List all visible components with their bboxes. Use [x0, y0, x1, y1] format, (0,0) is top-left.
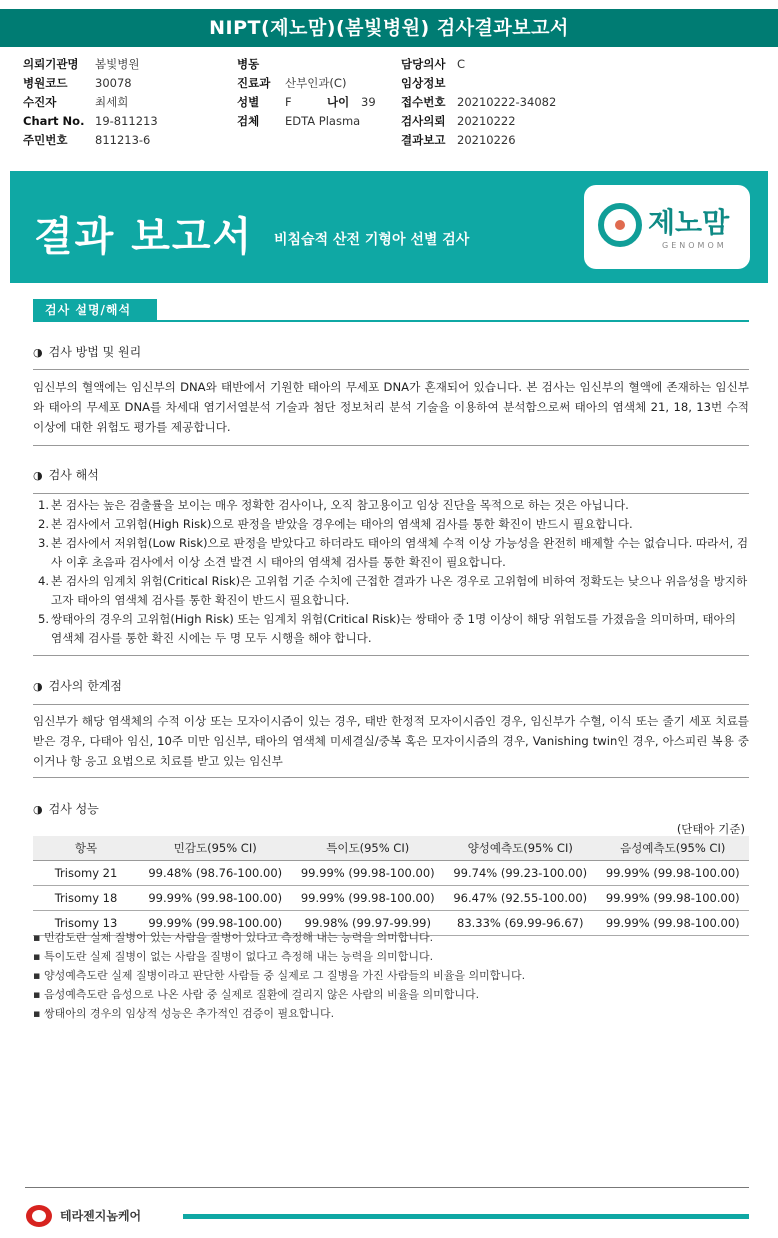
divider	[33, 445, 749, 446]
table-row	[33, 861, 749, 886]
info-label: 병동	[237, 57, 260, 71]
item-text: 본 검사에서 저위험(Low Risk)으로 판정을 받았다고 하더라도 태아의 염색체 수적 이상 가능성을 완전히 배제할 수는 없습니다. 따라서, 검사 이후 초음파 검사에서 이상 소견 발견 시 태아의 염색체 검사를 통한 확진이 필요합니다.	[51, 536, 749, 569]
info-label: 담당의사	[401, 57, 446, 71]
info-label: 검체	[237, 114, 260, 128]
info-label: 주민번호	[23, 133, 68, 147]
perf-heading	[33, 800, 99, 817]
info-row	[237, 112, 376, 131]
info-value: C	[457, 57, 466, 71]
info-label: 수진자	[23, 95, 57, 109]
note-text: 양성예측도란 실제 질병이라고 판단한 사람들 중 실제로 그 질병을 가진 사람들의 비율을 의미합니다.	[43, 969, 526, 982]
info-value: EDTA Plasma	[285, 114, 361, 128]
info-value: 산부인과(C)	[285, 76, 347, 90]
item-number: 4.	[38, 574, 50, 588]
note-text: 쌍태아의 경우의 임상적 성능은 추가적인 검증이 필요합니다.	[43, 1007, 335, 1020]
company-mark-icon	[26, 1205, 52, 1227]
method-heading	[33, 343, 141, 360]
logo-subtext: GENOMOM	[662, 241, 727, 250]
item-text: 쌍태아의 경우의 고위험(High Risk) 또는 임계치 위험(Critical Risk)는 쌍태아 중 1명 이상이 해당 위험도를 가졌음을 의미하며, 태아의 염색체 검사를 통한 확진 시에는 두 명 모두 시행을 해야 합니다.	[51, 612, 736, 645]
list-item	[33, 515, 749, 534]
divider	[33, 493, 749, 494]
info-label: 접수번호	[401, 95, 446, 109]
limit-heading-text: 검사의 한계점	[48, 679, 122, 693]
info-row	[401, 93, 556, 112]
interp-list	[33, 496, 749, 648]
info-row	[23, 93, 158, 112]
section-tab: 검사 설명/해석	[33, 299, 157, 321]
item-text: 본 검사의 임계치 위험(Critical Risk)은 고위험 기준 수치에 근접한 결과가 나온 경우로 고위험에 비하여 정확도는 낮으나 위음성을 방지하고자 태아의 염색체 검사를 통한 확진이 반드시 필요합니다.	[51, 574, 748, 607]
method-text: 임신부의 혈액에는 임신부의 DNA와 태반에서 기원한 태아의 무세포 DNA가 혼재되어 있습니다. 본 검사는 임신부의 혈액에 존재하는 임신부와 태아의 무세포 DNA를 차세대 염기서열분석 기술과 첨단 정보처리 분석 기술을 이용하여 분석함으로써 태아의 염색체 21, 18, 13번 수적 이상에 대한 위험도 평가를 제공합니다.	[33, 380, 749, 434]
info-label: 결과보고	[401, 133, 446, 147]
note-text: 특이도란 실제 질병이 없는 사람을 질병이 없다고 측정해 내는 능력을 의미합니다.	[43, 950, 434, 963]
table-header: 음성예측도(95% CI)	[597, 836, 750, 861]
half-circle-icon: ◑	[33, 680, 43, 693]
note-item: ▪ 양성예측도란 실제 질병이라고 판단한 사람들 중 실제로 그 질병을 가진 사람들의 비율을 의미합니다.	[33, 969, 526, 982]
info-label: 성별	[237, 95, 260, 109]
table-cell: 99.98% (99.97-99.99)	[292, 911, 445, 936]
info-value: 최세희	[95, 95, 129, 109]
performance-table	[33, 836, 749, 936]
logo-dot-icon	[615, 220, 625, 230]
table-header: 양성예측도(95% CI)	[444, 836, 597, 861]
result-banner	[10, 171, 768, 283]
note-text: 음성예측도란 음성으로 나온 사람 중 실제로 질환에 걸리지 않은 사람의 비율을 의미합니다.	[43, 988, 480, 1001]
info-label: 진료과	[237, 76, 271, 90]
table-header: 민감도(95% CI)	[139, 836, 292, 861]
age-label: 나이	[327, 95, 350, 109]
note-item: ▪ 쌍태아의 경우의 임상적 성능은 추가적인 검증이 필요합니다.	[33, 1007, 335, 1020]
banner-title: 결과 보고서	[34, 214, 254, 260]
list-item	[33, 572, 749, 610]
note-item: ▪ 특이도란 실제 질병이 없는 사람을 질병이 없다고 측정해 내는 능력을 의미합니다.	[33, 950, 434, 963]
info-row	[401, 74, 556, 93]
unit-note: (단태아 기준)	[676, 822, 745, 836]
table-cell: 99.99% (99.98-100.00)	[292, 886, 445, 911]
info-value: 20210226	[457, 133, 516, 147]
table-cell: 99.99% (99.98-100.00)	[292, 861, 445, 886]
table-cell: 83.33% (69.99-96.67)	[444, 911, 597, 936]
table-cell: Trisomy 13	[33, 911, 139, 936]
info-value: 20210222-34082	[457, 95, 557, 109]
table-row	[33, 886, 749, 911]
half-circle-icon: ◑	[33, 803, 43, 816]
info-row	[23, 112, 158, 131]
perf-heading-text: 검사 성능	[48, 802, 99, 816]
info-row	[23, 74, 158, 93]
list-item	[33, 534, 749, 572]
info-label: Chart No.	[23, 114, 85, 128]
info-value: 811213-6	[95, 133, 151, 147]
info-row	[23, 55, 158, 74]
info-label: 의뢰기관명	[23, 57, 79, 71]
limit-heading	[33, 677, 122, 694]
report-title: NIPT(제노맘)(봄빛병원) 검사결과보고서	[0, 9, 778, 47]
interp-heading-text: 검사 해석	[48, 468, 99, 482]
table-cell: 99.99% (99.98-100.00)	[597, 861, 750, 886]
item-number: 3.	[38, 536, 50, 550]
divider	[33, 369, 749, 370]
info-value: 30078	[95, 76, 132, 90]
table-cell: Trisomy 21	[33, 861, 139, 886]
age-value: 39	[361, 95, 376, 109]
table-cell: 99.99% (99.98-100.00)	[597, 886, 750, 911]
info-row	[237, 74, 376, 93]
info-label: 검사의뢰	[401, 114, 446, 128]
footer-accent-bar	[183, 1214, 749, 1219]
interp-heading	[33, 466, 99, 483]
table-cell: 96.47% (92.55-100.00)	[444, 886, 597, 911]
note-item: ▪ 음성예측도란 음성으로 나온 사람 중 실제로 질환에 걸리지 않은 사람의 비율을 의미합니다.	[33, 988, 480, 1001]
half-circle-icon: ◑	[33, 469, 43, 482]
info-row	[401, 55, 556, 74]
table-cell: 99.48% (98.76-100.00)	[139, 861, 292, 886]
company-name: 테라젠지놈케어	[60, 1209, 142, 1223]
info-value: F	[285, 95, 292, 109]
patient-info	[0, 55, 778, 155]
table-cell: 99.99% (99.98-100.00)	[139, 911, 292, 936]
list-item	[33, 496, 749, 515]
footer-divider	[25, 1187, 749, 1188]
table-header-row	[33, 836, 749, 861]
method-heading-text: 검사 방법 및 원리	[48, 345, 142, 359]
item-number: 5.	[38, 612, 50, 626]
divider	[33, 704, 749, 705]
info-value: 20210222	[457, 114, 516, 128]
divider	[33, 655, 749, 656]
note-item: ▪ 민감도란 실제 질병이 있는 사람을 질병이 있다고 측정해 내는 능력을 의미합니다.	[33, 931, 434, 944]
info-value: 19-811213	[95, 114, 158, 128]
section-divider	[33, 320, 749, 322]
genomom-logo	[584, 185, 750, 269]
info-label: 병원코드	[23, 76, 68, 90]
table-cell: Trisomy 18	[33, 886, 139, 911]
logo-mark-icon	[598, 203, 642, 247]
banner-subtitle: 비침습적 산전 기형아 선별 검사	[274, 232, 470, 248]
divider	[33, 777, 749, 778]
info-row	[401, 112, 556, 131]
table-cell: 99.99% (99.98-100.00)	[597, 911, 750, 936]
info-row	[237, 93, 376, 112]
info-label: 임상정보	[401, 76, 446, 90]
half-circle-icon: ◑	[33, 346, 43, 359]
list-item	[33, 610, 749, 648]
table-header: 특이도(95% CI)	[292, 836, 445, 861]
item-number: 2.	[38, 517, 50, 531]
table-header: 항목	[33, 836, 139, 861]
info-row	[401, 131, 556, 150]
item-number: 1.	[38, 498, 50, 512]
info-row	[23, 131, 158, 150]
table-cell: 99.74% (99.23-100.00)	[444, 861, 597, 886]
logo-text: 제노맘	[648, 206, 730, 239]
item-text: 본 검사에서 고위험(High Risk)으로 판정을 받았을 경우에는 태아의 염색체 검사를 통한 확진이 반드시 필요합니다.	[51, 517, 633, 531]
limit-text: 임신부가 해당 염색체의 수적 이상 또는 모자이시즘이 있는 경우, 태반 한정적 모자이시즘인 경우, 임신부가 수혈, 이식 또는 줄기 세포 치료를 받은 경우, 다태아 임신, 10주 미만 임신부, 태아의 염색체 미세결실/중복 혹은 모자이시즘의 경우, Vanishing twin인 경우, 아스피린 복용 중이거나 항 응고 요법으로 치료를 받고 있는 임신부	[33, 714, 749, 768]
info-value: 봄빛병원	[95, 57, 140, 71]
note-text: 민감도란 실제 질병이 있는 사람을 질병이 있다고 측정해 내는 능력을 의미합니다.	[43, 931, 434, 944]
info-row	[237, 55, 376, 74]
table-cell: 99.99% (99.98-100.00)	[139, 886, 292, 911]
item-text: 본 검사는 높은 검출률을 보이는 매우 정확한 검사이나, 오직 참고용이고 임상 진단을 목적으로 하는 것은 아닙니다.	[51, 498, 629, 512]
notes-list	[33, 928, 525, 1023]
